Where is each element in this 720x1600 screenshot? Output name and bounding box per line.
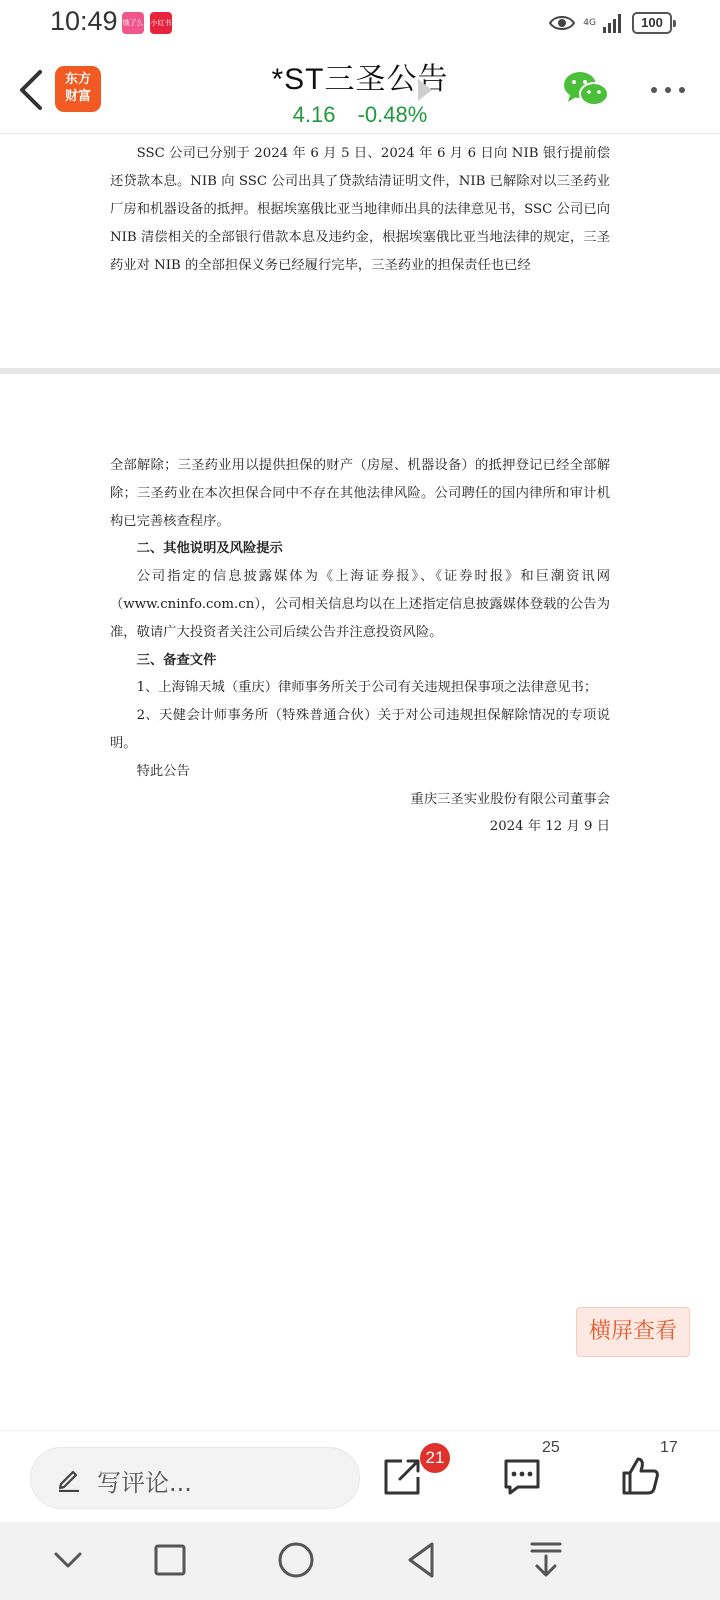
comment-input[interactable] [30, 1447, 360, 1509]
status-bar [0, 0, 720, 46]
share-icon [380, 1455, 424, 1499]
closing-line: 特此公告 [136, 763, 190, 779]
page-title: *ST三圣公告 [271, 63, 449, 96]
announcement-document[interactable] [0, 134, 720, 1430]
landscape-view-button[interactable]: 横屏查看 [576, 1307, 690, 1357]
signal-icon [602, 13, 624, 33]
status-indicators [549, 10, 672, 36]
status-time: 10:49 [50, 6, 118, 36]
page-divider [0, 368, 720, 374]
wechat-share-icon[interactable] [562, 70, 610, 110]
notification-app-icon: 小红书 [150, 12, 172, 34]
battery-icon: 100 [632, 12, 672, 34]
eye-icon [549, 14, 575, 32]
share-count-badge: 21 [420, 1443, 450, 1473]
eastmoney-logo[interactable]: 东方 财富 [55, 66, 101, 112]
comments-count: 25 [542, 1439, 560, 1456]
stock-change: -0.48% [357, 102, 428, 127]
document-page-2 [110, 452, 610, 841]
share-button[interactable] [380, 1448, 445, 1505]
likes-count: 17 [660, 1439, 678, 1456]
comment-placeholder: 写评论... [97, 1469, 192, 1497]
chevron-down-icon[interactable] [46, 1538, 90, 1582]
notification-app-icon: 饿了么 [122, 12, 144, 34]
action-bar [0, 1430, 720, 1522]
title-block [150, 54, 570, 128]
document-date: 2024 年 12 月 9 日 [489, 819, 610, 835]
document-paragraph: SSC 公司已分别于 2024 年 6 月 5 日、2024 年 6 月 6 日向 NIB 银行提前偿还贷款本息。NIB 向 SSC 公司出具了贷款结清证明文件，NIB 已解除对以三圣药业厂房和机器设备的抵押。根据埃塞俄比亚当地律师出具的法律意见书，SSC 公司已向 NIB 清偿相关的全部银行借款本息及违约金，根据埃塞俄比亚当地法律的规定，三圣药业对 NIB 的全部担保义务已经履行完毕，三圣药业的担保责任也已经 [110, 146, 610, 273]
section-heading: 三、备查文件 [136, 652, 217, 668]
collapse-down-icon[interactable] [524, 1538, 568, 1582]
stock-price: 4.16 [292, 102, 336, 127]
like-button[interactable] [618, 1439, 678, 1505]
back-triangle-icon[interactable] [400, 1538, 444, 1582]
system-nav-bar [0, 1522, 720, 1600]
back-arrow-icon[interactable] [12, 66, 52, 114]
thumbs-up-icon [618, 1455, 662, 1499]
document-paragraph: 公司指定的信息披露媒体为《上海证券报》、《证券时报》和巨潮资讯网（www.cninfo.com.cn），公司相关信息均以在上述指定信息披露媒体登载的公告为准，敬请广大投资者关注公司后续公告并注意投资风险。 [110, 569, 610, 640]
reference-item: 1、上海锦天城（重庆）律师事务所关于公司有关违规担保事项之法律意见书； [136, 680, 598, 696]
document-page-1 [110, 140, 610, 280]
section-heading: 二、其他说明及风险提示 [136, 541, 283, 557]
network-type-label: 4G [583, 17, 596, 28]
comment-bubble-icon [500, 1455, 544, 1499]
recent-apps-icon[interactable] [148, 1538, 192, 1582]
comments-button[interactable] [500, 1439, 560, 1505]
more-options-icon[interactable] [648, 82, 688, 98]
reference-item: 2、天健会计师事务所（特殊普通合伙）关于对公司违规担保解除情况的专项说明。 [110, 708, 610, 751]
expand-arrow-icon[interactable] [418, 79, 432, 101]
pencil-icon [55, 1464, 83, 1492]
home-icon[interactable] [274, 1538, 318, 1582]
signature: 重庆三圣实业股份有限公司董事会 [410, 791, 610, 807]
app-header [0, 46, 720, 134]
stock-quote [150, 102, 570, 128]
document-paragraph: 全部解除；三圣药业用以提供担保的财产（房屋、机器设备）的抵押登记已经全部解除；三圣药业在本次担保合同中不存在其他法律风险。公司聘任的国内律所和审计机构已完善核查程序。 [110, 458, 610, 529]
